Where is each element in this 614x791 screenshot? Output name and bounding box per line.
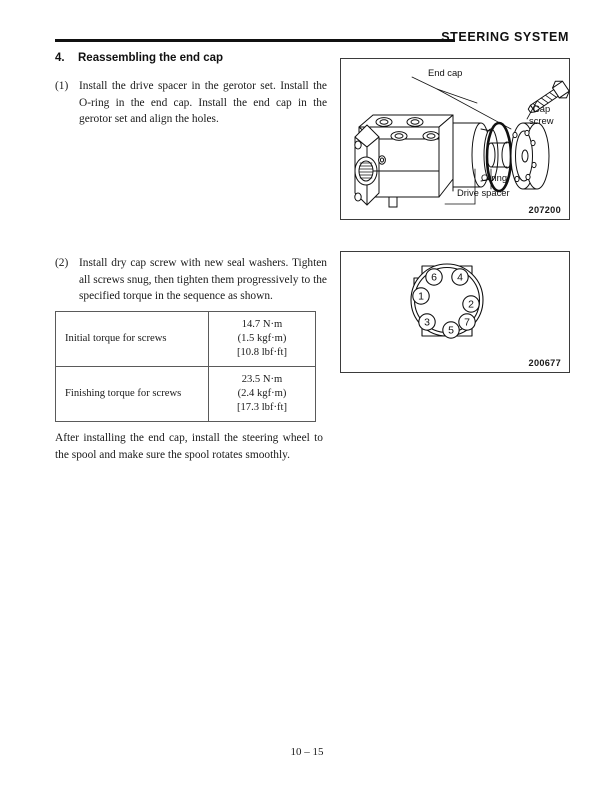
step-marker-2: (2) xyxy=(55,257,69,269)
torque-kgfm-initial: (1.5 kgf·m) xyxy=(237,333,287,344)
torque-label-finishing: Finishing torque for screws xyxy=(56,367,209,422)
torque-value-finishing xyxy=(209,367,316,422)
callout-o-ring: O-ring xyxy=(481,172,508,183)
bolt-number-1: 1 xyxy=(418,290,424,303)
callout-drive-spacer: Drive spacer xyxy=(457,187,510,198)
bolt-number-6: 6 xyxy=(431,271,437,284)
page-number: 10 – 15 xyxy=(290,746,324,758)
callout-cap-screw-line1: Cap xyxy=(533,103,551,114)
tightening-sequence-drawing xyxy=(341,252,571,374)
step-text-2: Install dry cap screw with new seal washers. Tighten all screws snug, then tighten them progressively to the specified torque in the sequence as shown. xyxy=(79,257,327,302)
header-rule xyxy=(55,39,455,42)
torque-nm-initial: 14.7 N·m xyxy=(241,319,283,330)
bolt-number-7: 7 xyxy=(464,316,470,329)
step-marker-1: (1) xyxy=(55,80,69,92)
section-title: Reassembling the end cap xyxy=(78,52,224,64)
torque-kgfm-finishing: (2.4 kgf·m) xyxy=(237,388,287,399)
figure-exploded-end-cap xyxy=(340,58,570,220)
torque-nm-finishing: 23.5 N·m xyxy=(241,374,283,385)
step-text-1: Install the drive spacer in the gerotor set. Install the O-ring in the end cap. Install the end cap in the gerotor set and align the holes. xyxy=(79,80,327,125)
bolt-number-3: 3 xyxy=(424,316,430,329)
callout-cap-screw-line2: screw xyxy=(529,115,554,126)
figure-tightening-sequence xyxy=(340,251,570,373)
figure-id-207200: 207200 xyxy=(528,205,561,215)
exploded-assembly-drawing xyxy=(341,59,571,221)
callout-end-cap: End cap xyxy=(428,67,463,78)
figure-id-200677: 200677 xyxy=(528,358,561,368)
torque-value-initial xyxy=(209,312,316,367)
page-header xyxy=(0,30,614,52)
torque-lbfft-initial: [10.8 lbf·ft] xyxy=(236,347,287,358)
bolt-number-4: 4 xyxy=(457,271,463,284)
torque-label-initial: Initial torque for screws xyxy=(56,312,209,367)
header-title: STEERING SYSTEM xyxy=(441,30,569,44)
torque-specification-table xyxy=(55,311,316,422)
bolt-number-2: 2 xyxy=(468,298,474,311)
bolt-number-5: 5 xyxy=(448,324,454,337)
torque-lbfft-finishing: [17.3 lbf·ft] xyxy=(236,402,287,413)
table-row xyxy=(56,367,316,422)
table-row xyxy=(56,312,316,367)
step-paragraph-1 xyxy=(55,78,327,128)
step-paragraph-2 xyxy=(55,255,327,305)
closing-note: After installing the end cap, install the steering wheel to the spool and make sure the spool rotates smoothly. xyxy=(55,432,323,461)
section-number: 4. xyxy=(55,52,65,64)
